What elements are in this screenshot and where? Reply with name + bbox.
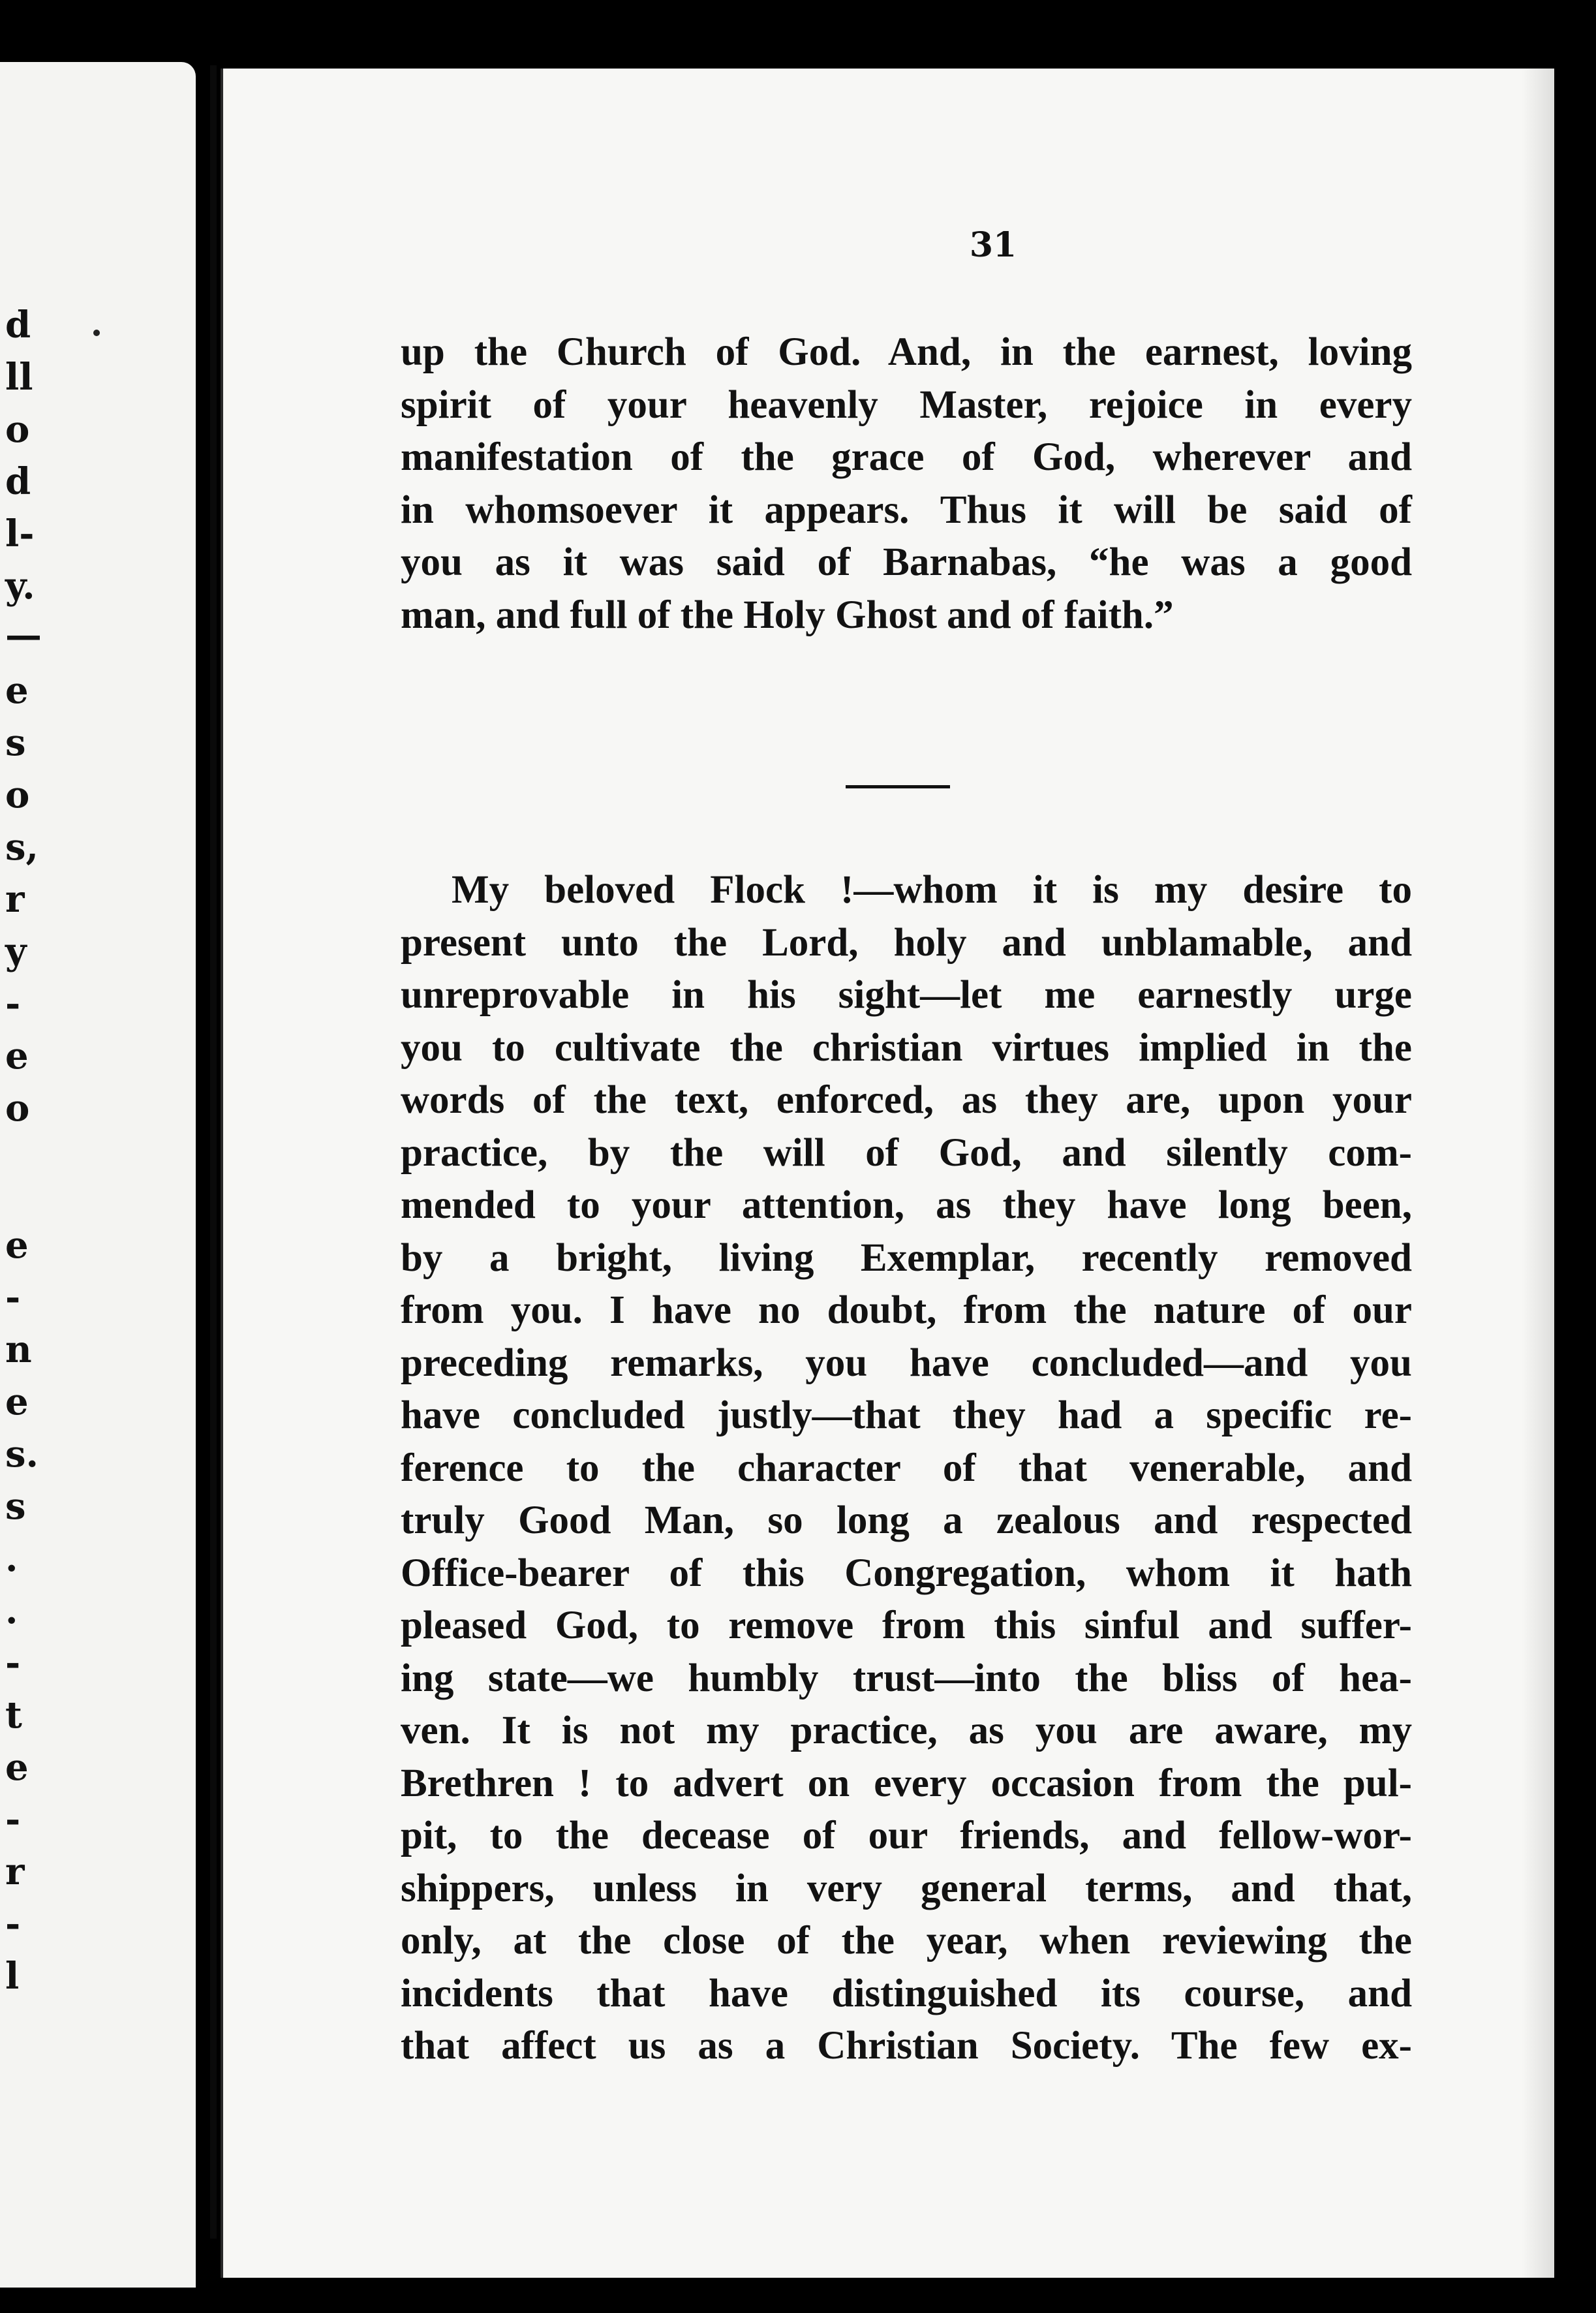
- edge-glyph: e: [5, 1034, 29, 1078]
- edge-glyph: l-: [5, 512, 35, 555]
- edge-glyph: e: [5, 1224, 29, 1267]
- text-line: from you. I have no doubt, from the nature of our: [401, 1288, 1412, 1332]
- section-divider-rule: [846, 785, 950, 788]
- edge-glyph: ll: [5, 356, 33, 399]
- edge-glyph: s,: [5, 826, 39, 869]
- edge-glyph: e: [5, 669, 29, 712]
- edge-glyph: -: [5, 1902, 21, 1946]
- text-line: up the Church of God. And, in the earnest, loving: [401, 330, 1412, 374]
- stray-ink-dot: [93, 330, 100, 336]
- edge-glyph: y: [5, 930, 27, 973]
- text-line: pit, to the decease of our friends, and fellow-wor-: [401, 1814, 1412, 1857]
- right-page: [221, 69, 1554, 2278]
- text-line: present unto the Lord, holy and unblamable, and: [401, 920, 1412, 965]
- text-line: pleased God, to remove from this sinful and suffer-: [401, 1604, 1412, 1647]
- edge-glyph: n: [5, 1328, 32, 1371]
- edge-glyph: s: [5, 1485, 26, 1528]
- page-edge-shadow: [1522, 69, 1554, 2278]
- paragraph-address-to-flock: [401, 864, 1412, 2073]
- text-line: man, and full of the Holy Ghost and of faith.”: [401, 593, 1174, 637]
- text-line: unreprovable in his sight—let me earnestly urge: [401, 973, 1412, 1017]
- text-line: you as it was said of Barnabas, “he was a good: [401, 540, 1412, 584]
- text-line: in whomsoever it appears. Thus it will be said of: [401, 488, 1412, 532]
- text-line: incidents that have distinguished its course, and: [401, 1971, 1412, 2015]
- edge-glyph: -: [5, 1641, 21, 1684]
- edge-glyph: -: [5, 1798, 21, 1841]
- edge-glyph: d: [5, 460, 31, 503]
- edge-glyph: -: [5, 1276, 21, 1319]
- text-line: by a bright, living Exemplar, recently removed: [401, 1235, 1412, 1280]
- edge-glyph: t: [5, 1694, 22, 1737]
- edge-glyph: r: [5, 878, 25, 921]
- edge-glyph: s.: [5, 1433, 39, 1476]
- text-line: Office-bearer of this Congregation, whom it hath: [401, 1551, 1412, 1595]
- edge-glyph: -: [5, 982, 21, 1025]
- text-line: truly Good Man, so long a zealous and respected: [401, 1498, 1412, 1542]
- edge-glyph: o: [5, 408, 30, 451]
- text-line: ing state—we humbly trust—into the bliss of hea-: [401, 1656, 1412, 1700]
- text-line: shippers, unless in very general terms, and that,: [401, 1866, 1412, 1910]
- text-line: ference to the character of that venerable, and: [401, 1446, 1412, 1490]
- edge-glyph: y.: [5, 565, 35, 608]
- edge-glyph: .: [5, 1589, 18, 1632]
- text-line: only, at the close of the year, when reviewing the: [401, 1919, 1412, 1963]
- edge-glyph: —: [5, 613, 42, 657]
- edge-glyph: e: [5, 1746, 29, 1789]
- edge-glyph: o: [5, 773, 30, 816]
- text-line: My beloved Flock !—whom it is my desire to: [452, 868, 1412, 912]
- text-line: you to cultivate the christian virtues implied in the: [401, 1025, 1412, 1070]
- edge-glyph: r: [5, 1850, 25, 1893]
- text-line: practice, by the will of God, and silently com-: [401, 1130, 1412, 1175]
- gutter-binding-line: [210, 65, 217, 2239]
- edge-glyph: s: [5, 721, 26, 764]
- text-line: that affect us as a Christian Society. The few ex-: [401, 2024, 1412, 2068]
- text-line: manifestation of the grace of God, wherever and: [401, 435, 1412, 479]
- text-line: spirit of your heavenly Master, rejoice in every: [401, 382, 1412, 427]
- text-line: ven. It is not my practice, as you are aware, my: [401, 1709, 1412, 1752]
- text-line: preceding remarks, you have concluded—and you: [401, 1341, 1412, 1385]
- left-facing-page: [0, 62, 196, 2288]
- text-line: mended to your attention, as they have long been,: [401, 1183, 1412, 1227]
- text-line: have concluded justly—that they had a specific re-: [401, 1393, 1412, 1437]
- text-line: Brethren ! to advert on every occasion from the pul-: [401, 1761, 1412, 1805]
- edge-glyph: l: [5, 1955, 20, 1998]
- edge-glyph: e: [5, 1380, 29, 1423]
- page-number: 31: [969, 225, 1017, 265]
- paragraph-continuation: [401, 326, 1412, 642]
- text-line: words of the text, enforced, as they are, upon your: [401, 1078, 1412, 1122]
- edge-glyph: o: [5, 1087, 30, 1130]
- edge-glyph: d: [5, 303, 31, 347]
- edge-glyph: .: [5, 1537, 18, 1580]
- left-page-edge-text: [0, 62, 196, 2288]
